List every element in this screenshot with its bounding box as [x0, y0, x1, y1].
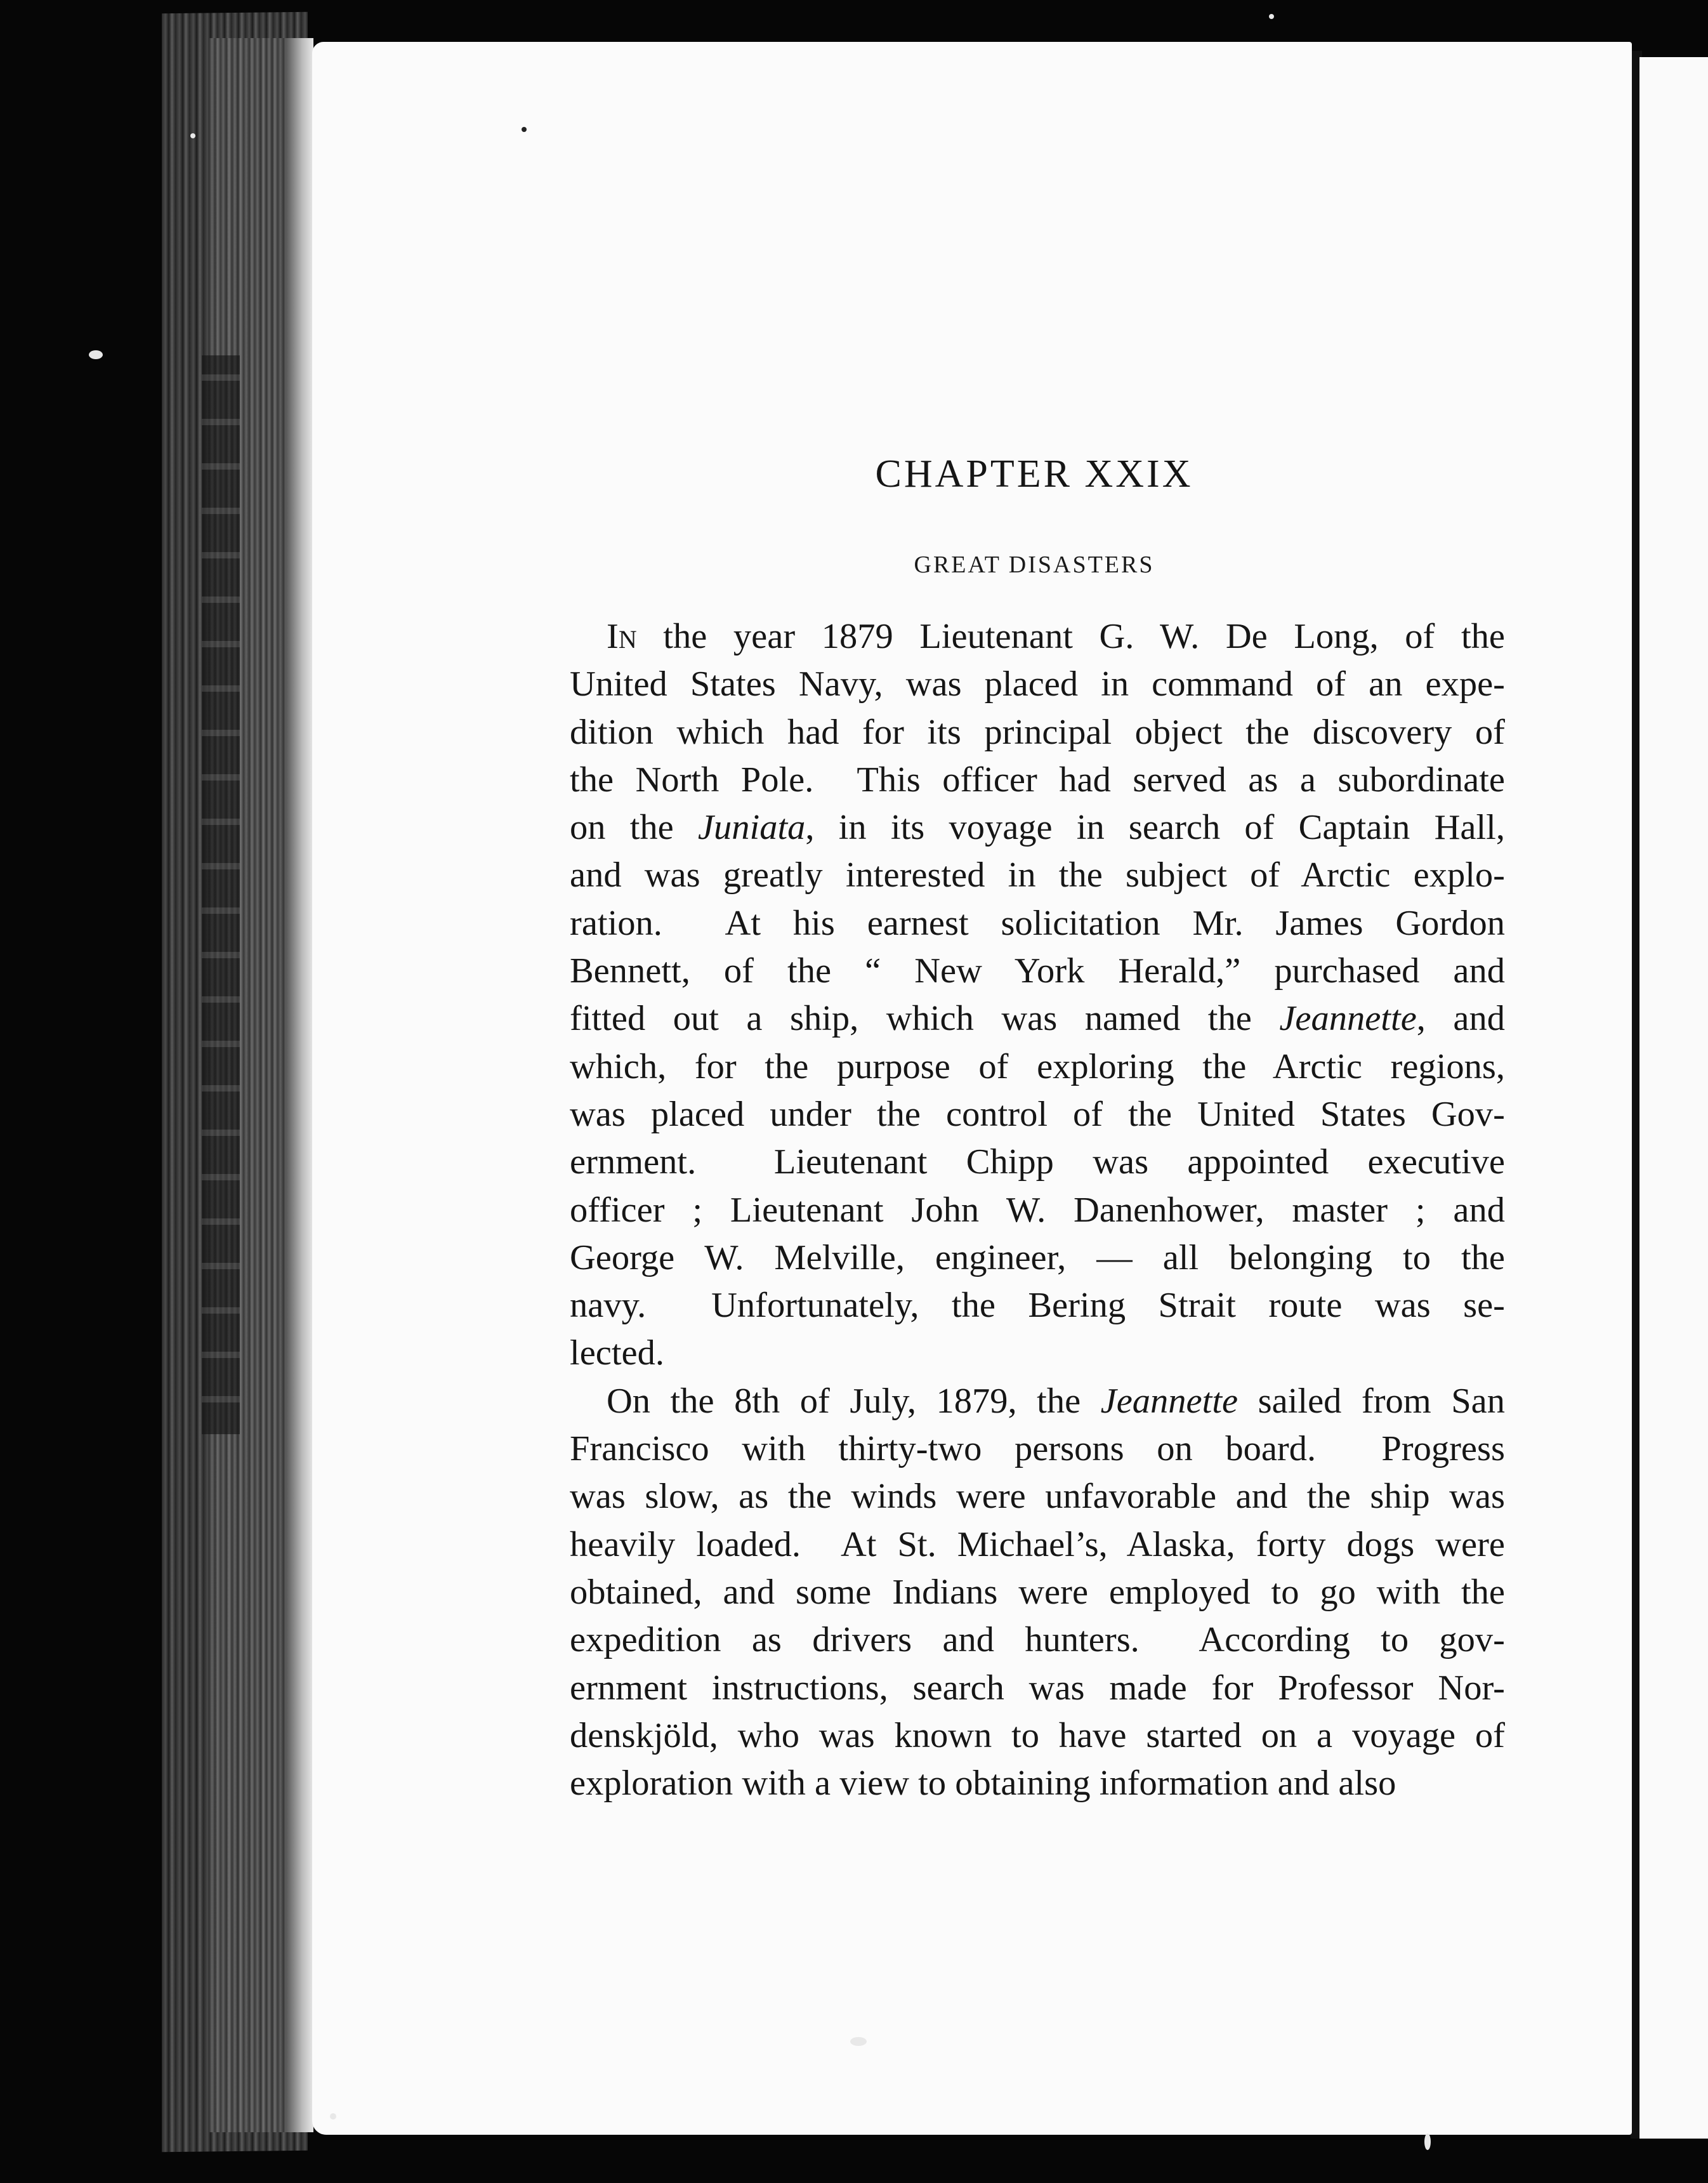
text-run: dition which had for its principal object the discovery of	[570, 712, 1505, 752]
text-line	[570, 1091, 1505, 1138]
gutter-shadow	[286, 38, 313, 2132]
text-run: ernment. Lieutenant Chipp was appointed executive	[570, 1142, 1505, 1182]
dust-speck	[89, 350, 103, 359]
text-run: ration. At his earnest solicitation Mr. James Gordon	[570, 903, 1505, 943]
text-line	[570, 804, 1505, 852]
text-run: was slow, as the winds were unfavorable and the ship was	[570, 1477, 1505, 1517]
ship-name: Jeannette	[1100, 1381, 1238, 1421]
dust-speck	[190, 133, 195, 138]
text-line	[570, 1760, 1505, 1807]
text-run: expedition as drivers and hunters. According to gov-	[570, 1620, 1505, 1660]
text-line	[570, 1665, 1505, 1712]
text-line	[570, 613, 1505, 661]
text-line	[570, 1378, 1505, 1425]
text-line	[570, 1569, 1505, 1616]
dust-speck	[1269, 14, 1274, 19]
text-run: heavily loaded. At St. Michael’s, Alaska, forty dogs were	[570, 1524, 1505, 1564]
text-line	[570, 1282, 1505, 1329]
text-line	[570, 1616, 1505, 1664]
chapter-subtitle: GREAT DISASTERS	[914, 551, 1155, 578]
book-edge-marks	[202, 355, 240, 1434]
text-line	[570, 1138, 1505, 1186]
text-run: , and	[1416, 999, 1505, 1039]
text-line	[570, 995, 1505, 1043]
text-run: obtained, and some Indians were employed to go with the	[570, 1572, 1505, 1612]
text-run: , in its voyage in search of Captain Hall,	[805, 808, 1505, 848]
text-run: fitted out a ship, which was named the	[570, 999, 1280, 1039]
text-run: George W. Melville, engineer, — all belonging to the	[570, 1237, 1505, 1277]
text-run: on the	[570, 808, 698, 848]
text-run: exploration with a view to obtaining information and also	[570, 1764, 1396, 1804]
dust-speck	[330, 2113, 336, 2120]
text-line	[570, 1521, 1505, 1569]
chapter-title: CHAPTER XXIX	[875, 452, 1193, 496]
text-line	[570, 1187, 1505, 1234]
ship-name: Jeannette	[1279, 999, 1417, 1039]
body-text	[570, 613, 1505, 1807]
text-run: Francisco with thirty-two persons on board. Progress	[570, 1429, 1505, 1469]
text-line	[570, 1329, 1505, 1377]
ship-name: Juniata	[697, 808, 806, 848]
page-speck	[522, 127, 527, 132]
text-line	[570, 900, 1505, 947]
next-page-strip	[1639, 57, 1708, 2139]
dropcap-word: In	[607, 617, 637, 656]
text-line	[570, 709, 1505, 756]
text-run: was placed under the control of the United States Gov-	[570, 1094, 1505, 1134]
dust-speck	[850, 2037, 867, 2046]
text-line	[570, 1043, 1505, 1091]
text-run: navy. Unfortunately, the Bering Strait route was se-	[570, 1286, 1505, 1326]
text-line	[570, 852, 1505, 899]
text-run: denskjöld, who was known to have started on a voyage of	[570, 1715, 1505, 1755]
text-run: and was greatly interested in the subject of Arctic explo-	[570, 855, 1505, 895]
dust-speck	[1424, 2134, 1431, 2150]
text-run: lected.	[570, 1333, 665, 1373]
text-run: which, for the purpose of exploring the Arctic regions,	[570, 1046, 1505, 1086]
text-line	[570, 1425, 1505, 1473]
text-line	[570, 1712, 1505, 1760]
text-run: the North Pole. This officer had served as a subordinate	[570, 760, 1505, 800]
text-line	[570, 661, 1505, 708]
text-run: Bennett, of the “ New York Herald,” purchased and	[570, 951, 1505, 991]
text-line	[570, 1234, 1505, 1282]
text-run: On the 8th of July, 1879, the	[607, 1381, 1101, 1421]
text-run: officer ; Lieutenant John W. Danenhower, master ; and	[570, 1190, 1505, 1230]
text-run: the year 1879 Lieutenant G. W. De Long, of the	[636, 617, 1505, 656]
text-run: ernment instructions, search was made for Professor Nor-	[570, 1668, 1505, 1708]
text-run: United States Navy, was placed in command of an expe-	[570, 664, 1505, 704]
text-line	[570, 947, 1505, 995]
text-line	[570, 756, 1505, 804]
text-run: sailed from San	[1238, 1381, 1505, 1421]
text-line	[570, 1473, 1505, 1520]
